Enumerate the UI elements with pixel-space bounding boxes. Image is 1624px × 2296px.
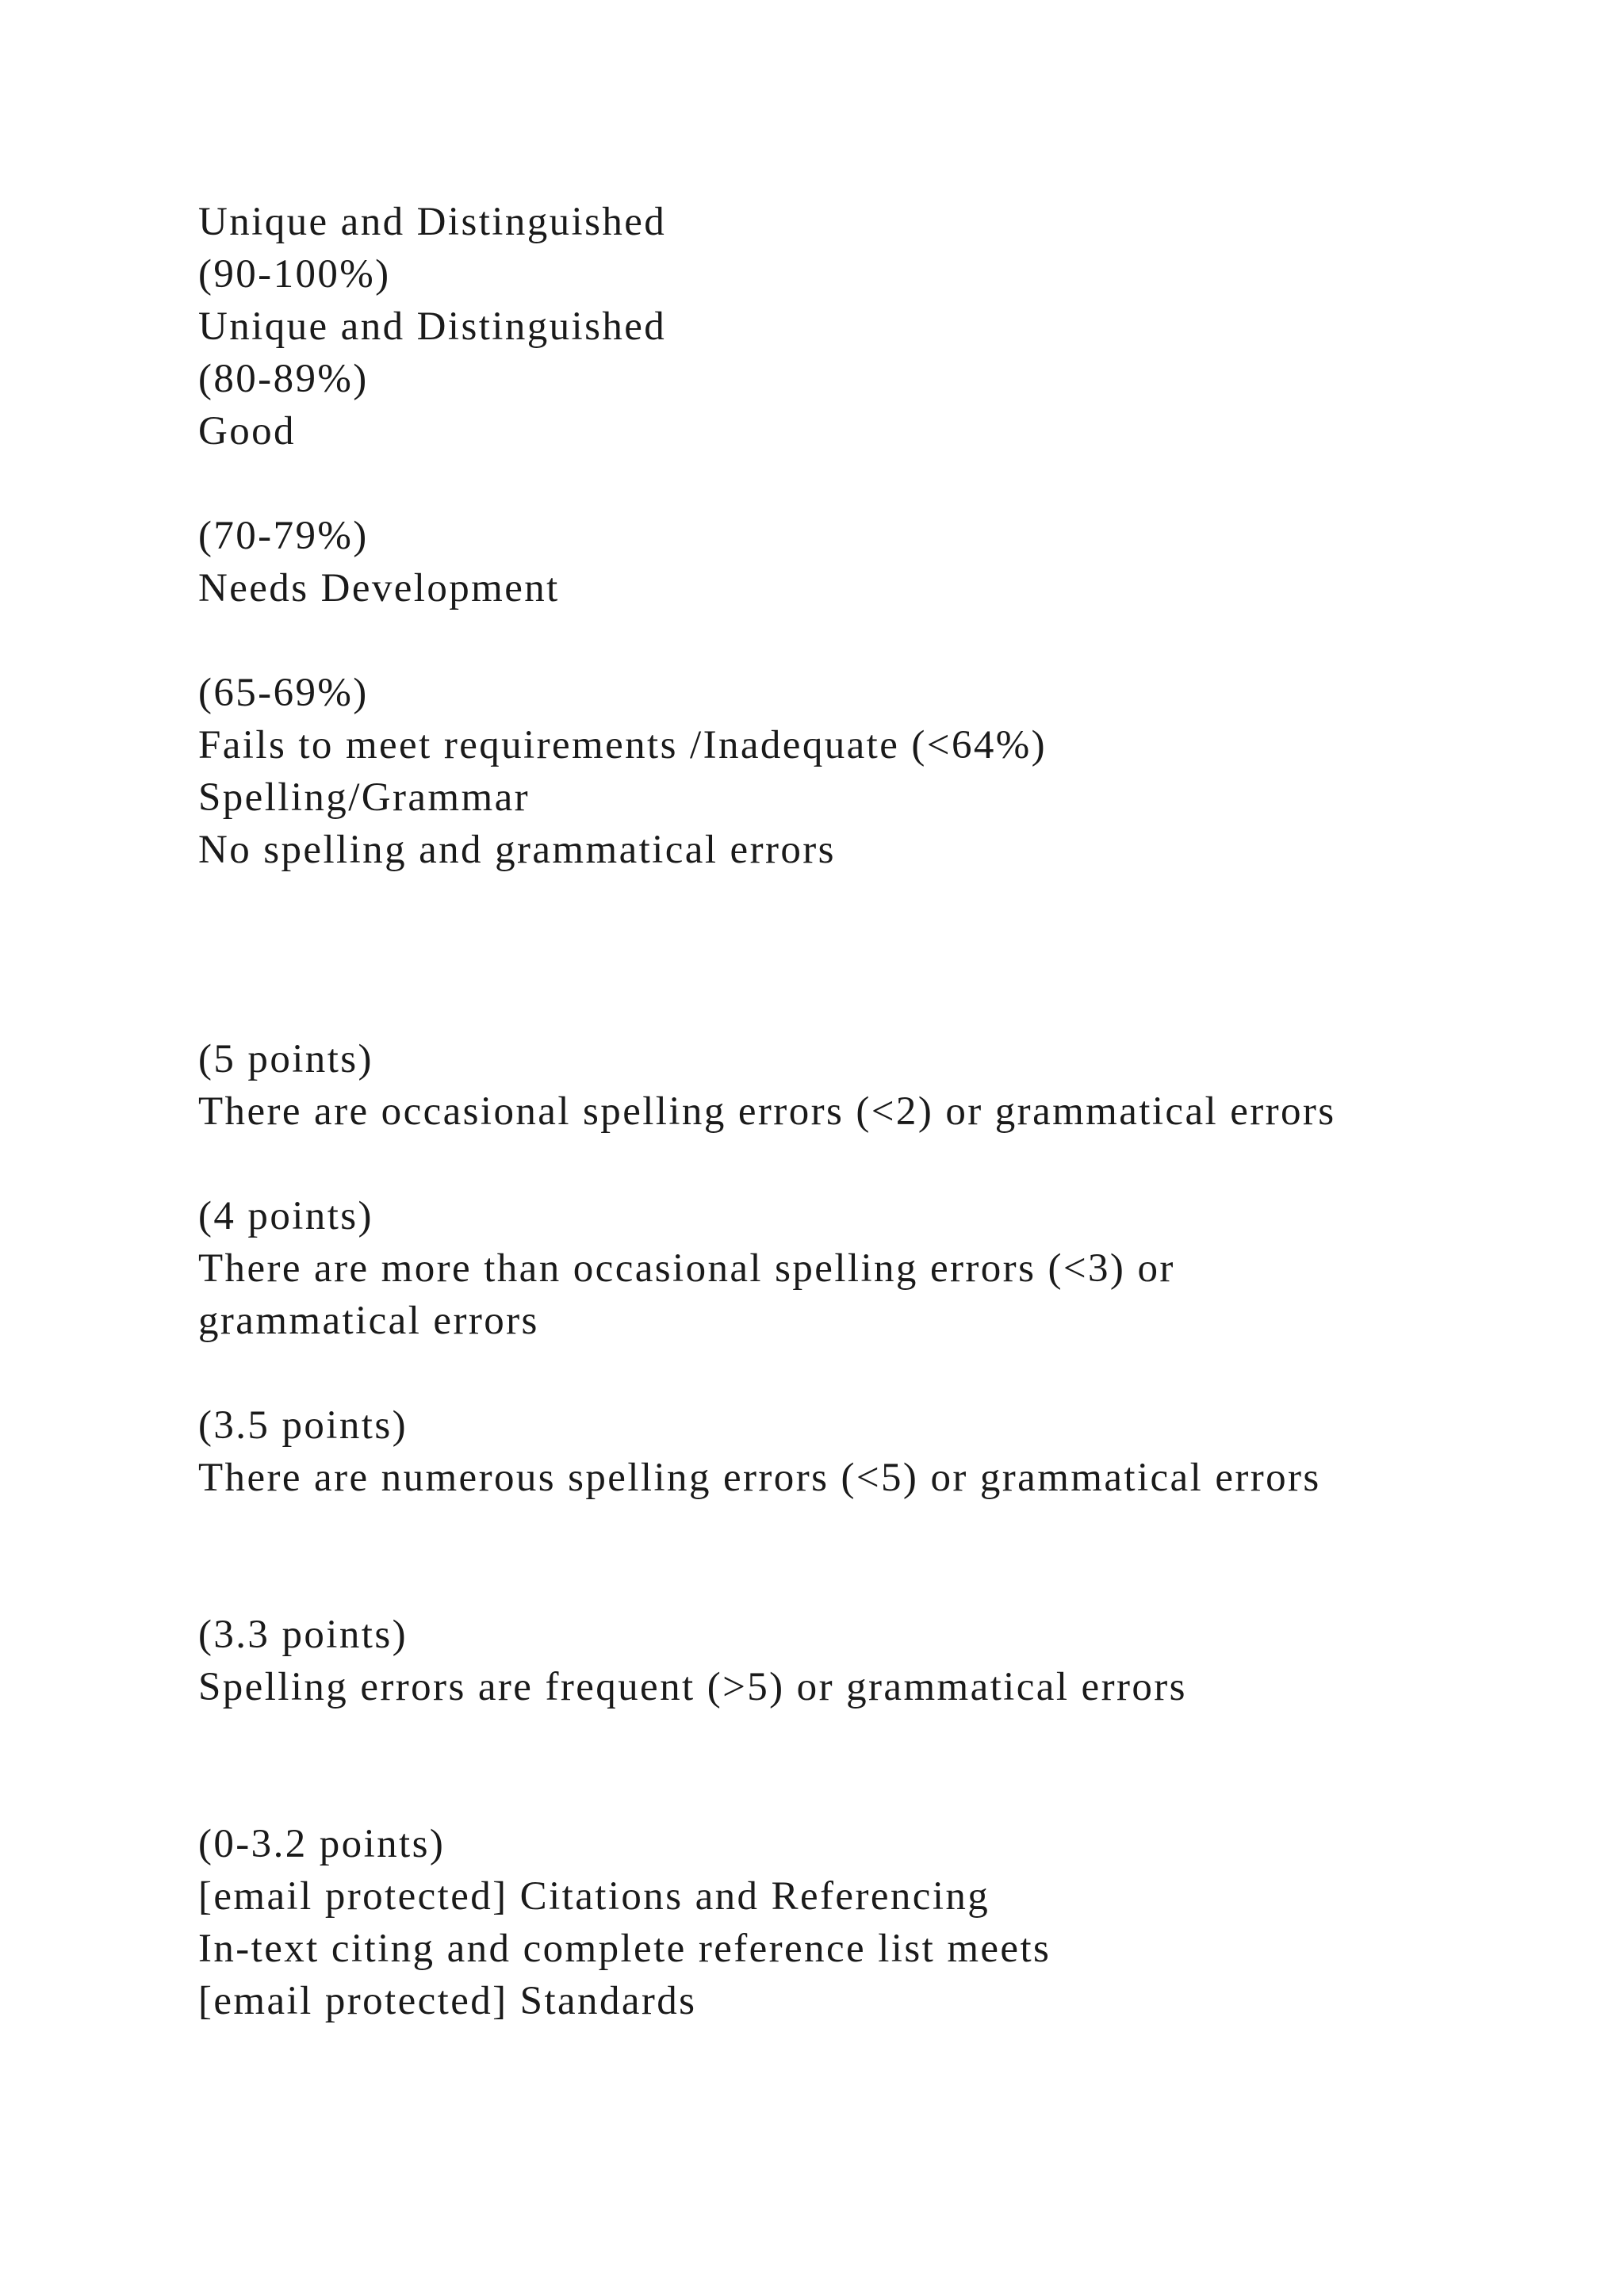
blank-line [198, 1504, 1546, 1556]
text-line: (3.3 points) [198, 1613, 408, 1657]
blank-line [198, 928, 1546, 981]
blank-line [198, 981, 1546, 1033]
blank-line [198, 457, 1546, 510]
text-line: [email protected] Citations and Referencing [198, 1874, 990, 1919]
text-line: No spelling and grammatical errors [198, 828, 836, 872]
text-line: (0-3.2 points) [198, 1822, 446, 1866]
text-line: (65-69%) [198, 671, 369, 715]
text-line: Spelling/Grammar [198, 775, 530, 820]
text-line: Unique and Distinguished [198, 200, 667, 244]
text-line: Good [198, 409, 296, 453]
text-line: [email protected] Standards [198, 1979, 697, 2023]
document-body [198, 196, 1546, 2027]
blank-line [198, 1556, 1546, 1609]
text-line: There are occasional spelling errors (<2) or grammatical errors [198, 1089, 1336, 1134]
text-line: (90-100%) [198, 252, 391, 297]
text-line: Spelling errors are frequent (>5) or grammatical errors [198, 1665, 1187, 1709]
blank-line [198, 1347, 1546, 1399]
blank-line [198, 1713, 1546, 1766]
text-line: (3.5 points) [198, 1403, 408, 1448]
text-line: There are numerous spelling errors (<5) or grammatical errors [198, 1456, 1321, 1500]
text-line: Needs Development [198, 566, 560, 610]
text-line: In-text citing and complete reference list meets [198, 1927, 1051, 1971]
blank-line [198, 1138, 1546, 1190]
blank-line [198, 614, 1546, 667]
blank-line [198, 1766, 1546, 1818]
text-line: (5 points) [198, 1037, 373, 1081]
text-line: (80-89%) [198, 357, 369, 401]
text-line: Fails to meet requirements /Inadequate (<64%) [198, 723, 1048, 767]
blank-line [198, 876, 1546, 928]
text-line: (4 points) [198, 1194, 373, 1238]
text-line: grammatical errors [198, 1299, 539, 1343]
text-line: Unique and Distinguished [198, 304, 667, 349]
text-line: There are more than occasional spelling errors (<3) or [198, 1246, 1175, 1291]
text-line: (70-79%) [198, 514, 369, 558]
